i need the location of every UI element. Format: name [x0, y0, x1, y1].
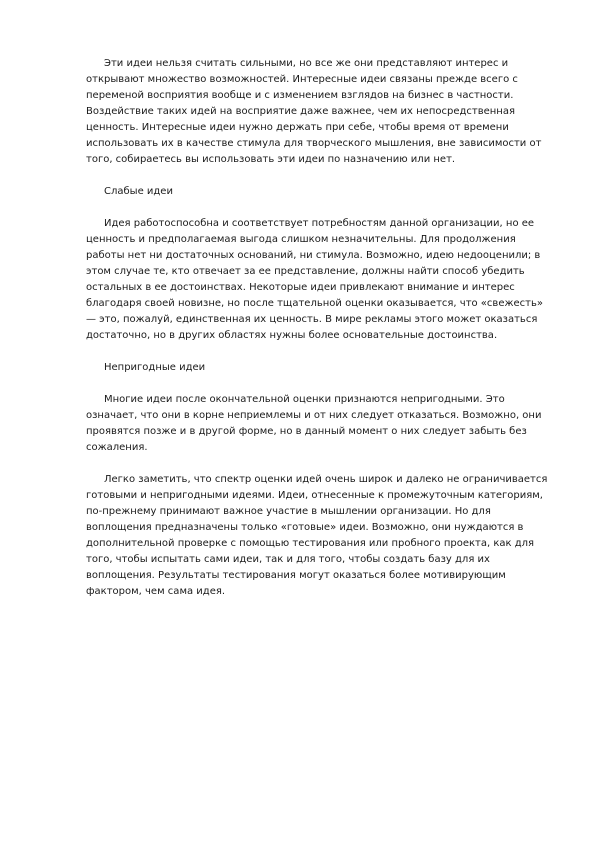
paragraph-weak-ideas: Идея работоспособна и соответствует потребностям данной организации, но ее ценность и предполагаемая выгода слишком незначительны. Для продолжения работы нет ни достаточных оснований, ни стимула. Возможно, идею недооценили; в этом случае те, кто отвечает за ее представление, должны найти способ убедить остальных в ее достоинствах. Некоторые идеи привлекают внимание и интерес благодаря своей новизне, но после тщательной оценки оказывается, что «свежесть» — это, пожалуй, единственная их ценность. В мире рекламы этого может оказаться достаточно, но в других областях нужны более основательные достоинства.: [86, 218, 543, 341]
section-heading-weak-ideas: Слабые идеи: [104, 186, 173, 197]
section-heading-unsuitable-ideas: Непригодные идеи: [104, 362, 206, 373]
paragraph-unsuitable-ideas: Многие идеи после окончательной оценки признаются непригодными. Это означает, что они в корне неприемлемы и от них следует отказаться. Возможно, они проявятся позже и в другой форме, но в данный момент о них следует забыть без сожаления.: [86, 394, 542, 453]
paragraph-interesting-ideas: Эти идеи нельзя считать сильными, но все же они представляют интерес и открывают множество возможностей. Интересные идеи связаны прежде всего с переменой восприятия вообще и с изменением взглядов на бизнес в частности. Воздействие таких идей на восприятие даже важнее, чем их непосредственная ценность. Интересные идеи нужно держать при себе, чтобы время от времени использовать их в качестве стимула для творческого мышления, вне зависимости от того, собираетесь вы использовать эти идеи по назначению или нет.: [86, 58, 542, 165]
paragraph-evaluation-spectrum: Легко заметить, что спектр оценки идей очень широк и далеко не ограничивается готовыми и непригодными идеями. Идеи, отнесенные к промежуточным категориям, по-прежнему принимают важное участие в мышлении организации. Но для воплощения предназначены только «готовые» идеи. Возможно, они нуждаются в дополнительной проверке с помощью тестирования или пробного проекта, как для того, чтобы испытать сами идеи, так и для того, чтобы создать базу для их воплощения. Результаты тестирования могут оказаться более мотивирующим фактором, чем сама идея.: [86, 474, 548, 597]
document-body: [86, 56, 554, 616]
